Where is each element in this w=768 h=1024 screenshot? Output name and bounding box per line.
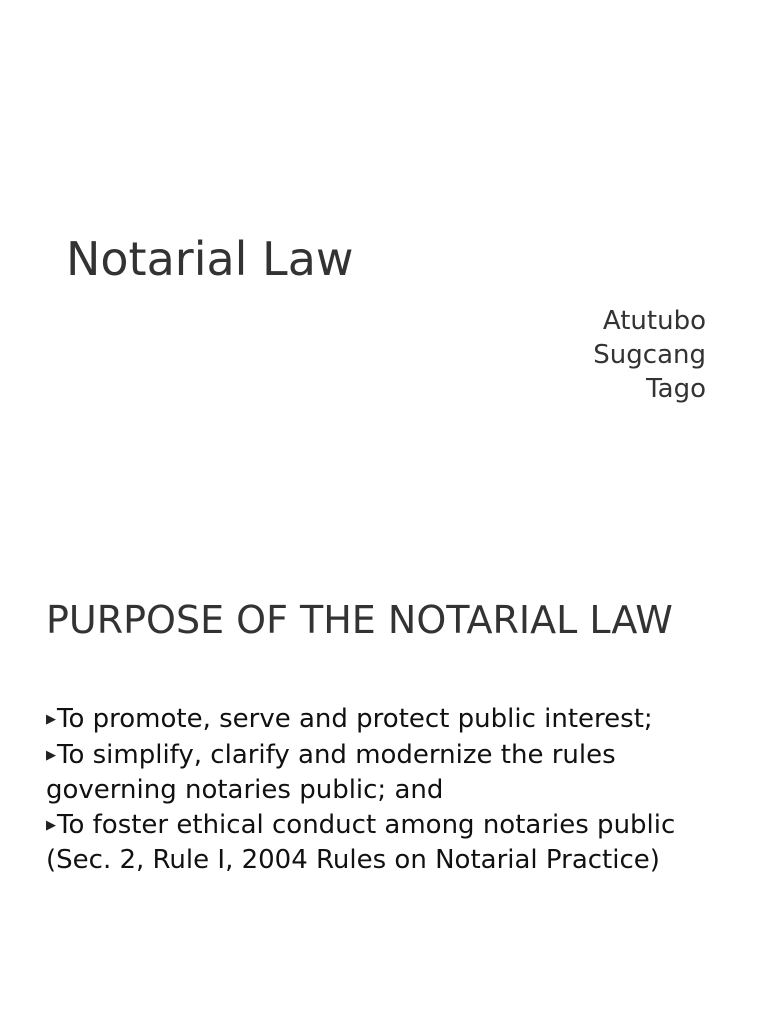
slide-purpose: [0, 512, 768, 1024]
author-name: Atutubo: [602, 306, 706, 336]
author-name: Tago: [646, 374, 706, 404]
citation: (Sec. 2, Rule I, 2004 Rules on Notarial Practice): [46, 845, 660, 875]
triangle-right-bullet-icon: ▶: [46, 712, 56, 727]
section-title: PURPOSE OF THE NOTARIAL LAW: [46, 598, 673, 642]
author-list: [593, 304, 706, 406]
list-item: [46, 702, 736, 738]
list-item-text: To simplify, clarify and modernize the rules governing notaries public; and: [46, 739, 616, 805]
triangle-right-bullet-icon: ▶: [46, 817, 56, 833]
triangle-right-bullet-icon: ▶: [46, 747, 56, 763]
list-item: [46, 738, 736, 808]
purpose-list: [46, 702, 736, 878]
list-item-text: To promote, serve and protect public interest;: [57, 704, 653, 734]
author-name: Sugcang: [593, 340, 706, 370]
page-title: Notarial Law: [66, 232, 354, 286]
list-item-text: To foster ethical conduct among notaries public: [57, 809, 676, 840]
list-item: [46, 808, 736, 844]
